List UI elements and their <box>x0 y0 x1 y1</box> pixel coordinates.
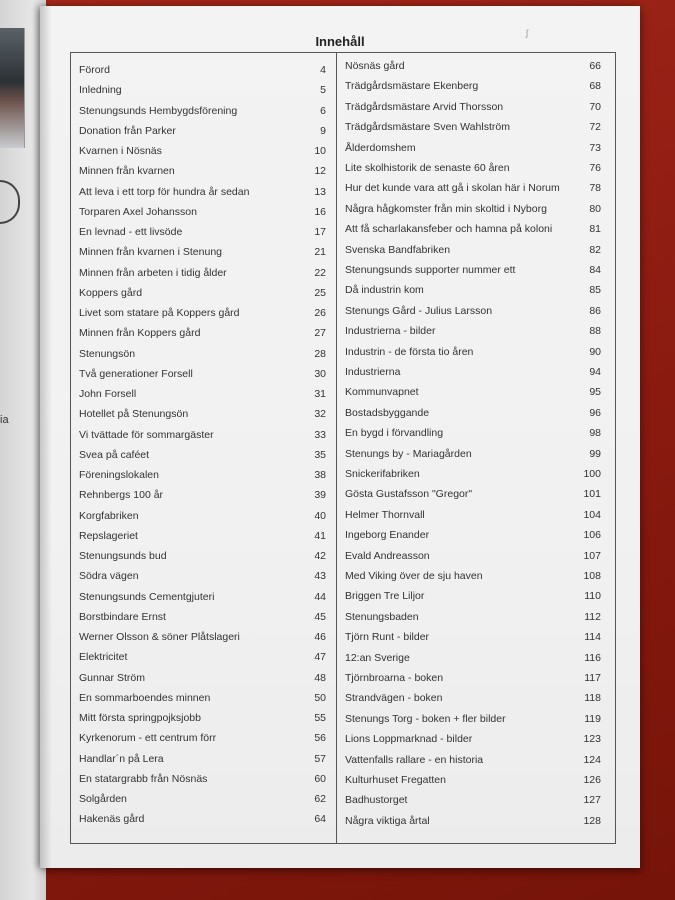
toc-entry-title: Tjörn Runt - bilder <box>345 631 430 644</box>
toc-entry-page: 48 <box>314 671 326 684</box>
toc-entry-page: 42 <box>314 550 326 562</box>
toc-entry <box>71 365 336 383</box>
toc-entry-title: Ålderdomshem <box>345 141 416 154</box>
toc-entry <box>337 689 615 707</box>
toc-entry-title: Helmer Thornvall <box>345 508 425 521</box>
toc-entry-page: 78 <box>589 182 601 195</box>
toc-entry-title: Då industrin kom <box>345 284 424 297</box>
toc-entry-title: Livet som statare på Koppers gård <box>79 307 240 319</box>
toc-entry-title: Donation från Parker <box>79 124 176 137</box>
toc-entry-title: Torparen Axel Johansson <box>79 205 197 218</box>
toc-entry <box>337 118 615 136</box>
toc-entry-page: 4 <box>320 64 326 76</box>
toc-entry-title: Minnen från kvarnen i Stenung <box>79 246 223 259</box>
toc-entry-page: 45 <box>314 610 326 623</box>
toc-entry-page: 57 <box>314 752 326 765</box>
toc-entry-title: En levnad - ett livsöde <box>79 226 183 238</box>
toc-entry-title: Stenungsön <box>79 347 136 360</box>
toc-entry <box>337 241 615 259</box>
toc-entry-page: 117 <box>584 672 601 684</box>
toc-entry-page: 30 <box>314 367 326 380</box>
toc-entry-title: Gunnar Ström <box>79 671 145 684</box>
toc-entry-title: Badhustorget <box>345 794 408 807</box>
toc-entry <box>337 587 615 605</box>
toc-entry <box>337 261 615 279</box>
toc-entry <box>337 383 615 401</box>
toc-entry <box>71 61 336 79</box>
toc-entry <box>71 567 336 585</box>
toc-entry <box>71 669 336 687</box>
toc-entry-page: 107 <box>583 549 601 562</box>
toc-entry-title: Stenungsbaden <box>345 610 419 623</box>
toc-entry-page: 17 <box>314 226 326 238</box>
toc-entry <box>71 608 336 626</box>
toc-entry-title: Solgården <box>79 793 127 805</box>
toc-entry-title: Några viktiga årtal <box>345 814 430 827</box>
toc-entry-page: 31 <box>314 388 326 400</box>
toc-entry-title: Trädgårdsmästare Ekenberg <box>345 80 479 93</box>
toc-entry <box>337 547 615 565</box>
booklet-page <box>40 6 640 868</box>
toc-entry-title: Hotellet på Stenungsön <box>79 408 189 421</box>
toc-entry <box>71 81 336 99</box>
toc-entry <box>71 304 336 322</box>
toc-entry <box>71 648 336 666</box>
toc-entry <box>337 179 615 197</box>
toc-entry-page: 21 <box>314 246 326 259</box>
toc-entry <box>337 220 615 238</box>
toc-entry <box>337 628 615 646</box>
toc-entry <box>337 669 615 687</box>
toc-entry <box>337 77 615 95</box>
toc-entry <box>71 547 336 565</box>
toc-entry <box>71 446 336 464</box>
toc-entry-page: 94 <box>589 366 601 378</box>
toc-entry <box>337 751 615 769</box>
toc-entry <box>71 142 336 160</box>
toc-entry-page: 64 <box>314 813 326 826</box>
toc-entry <box>337 791 615 809</box>
pencil-mark: ʃ <box>526 28 528 38</box>
toc-entry <box>337 812 615 830</box>
toc-entry-title: Svenska Bandfabriken <box>345 243 451 256</box>
toc-entry-page: 47 <box>314 651 326 664</box>
toc-entry-page: 128 <box>583 814 601 827</box>
toc-entry <box>71 527 336 545</box>
toc-entry <box>71 405 336 423</box>
toc-entry-title: Kulturhuset Fregatten <box>345 774 446 786</box>
toc-entry-page: 68 <box>589 80 601 93</box>
toc-entry-page: 50 <box>314 691 326 704</box>
toc-entry-title: Borstbindare Ernst <box>79 610 166 623</box>
toc-entry-title: Nösnäs gård <box>345 60 405 72</box>
toc-entry-page: 126 <box>583 774 601 786</box>
toc-entry-page: 124 <box>583 753 601 766</box>
toc-entry <box>71 709 336 727</box>
toc-entry-title: Repslageriet <box>79 529 138 542</box>
toc-entry-title: Stenungs Torg - boken + fler bilder <box>345 712 506 725</box>
toc-entry-title: Att få scharlakansfeber och hamna på koloni <box>345 223 553 236</box>
toc-entry <box>337 322 615 340</box>
toc-entry-page: 44 <box>314 590 326 603</box>
toc-entry-page: 62 <box>314 793 326 805</box>
spine-shadow <box>40 6 52 868</box>
toc-entry-title: Stenungs Gård - Julius Larsson <box>345 304 493 317</box>
toc-entry-page: 16 <box>314 205 326 218</box>
toc-entry-title: Stenungs by - Mariagården <box>345 447 472 460</box>
toc-entry-page: 123 <box>583 733 601 746</box>
toc-entry-page: 100 <box>583 468 601 480</box>
toc-entry-page: 60 <box>314 772 326 785</box>
toc-entry <box>71 588 336 606</box>
toc-entry <box>71 162 336 180</box>
toc-entry-title: Södra vägen <box>79 570 139 583</box>
toc-entry-title: Minnen från arbeten i tidig ålder <box>79 266 227 279</box>
toc-entry-page: 85 <box>589 284 601 297</box>
toc-entry <box>71 790 336 808</box>
toc-entry-page: 81 <box>589 223 601 236</box>
toc-entry <box>71 750 336 768</box>
toc-entry-title: Snickerifabriken <box>345 468 420 480</box>
toc-entry-page: 9 <box>320 124 326 137</box>
toc-entry-page: 118 <box>584 692 601 705</box>
toc-entry-page: 66 <box>589 60 601 72</box>
toc-entry-title: Stenungsunds Cementgjuteri <box>79 590 215 603</box>
toc-entry <box>337 506 615 524</box>
toc-entry-title: Industrin - de första tio åren <box>345 345 474 358</box>
toc-entry-title: Mitt första springpojksjobb <box>79 712 201 724</box>
toc-entry-title: Koppers gård <box>79 286 143 299</box>
toc-entry-page: 88 <box>589 325 601 338</box>
toc-entry-title: 12:an Sverige <box>345 651 410 664</box>
toc-entry <box>337 771 615 789</box>
toc-entry-title: Industrierna <box>345 366 401 378</box>
toc-entry <box>337 445 615 463</box>
toc-entry-title: Stenungsunds bud <box>79 550 167 562</box>
toc-entry-title: Ingeborg Enander <box>345 529 430 542</box>
toc-entry <box>71 507 336 525</box>
toc-entry-page: 108 <box>583 570 601 582</box>
toc-entry-page: 106 <box>583 529 601 542</box>
toc-entry-title: Två generationer Forsell <box>79 367 193 380</box>
toc-entry <box>71 243 336 261</box>
toc-entry <box>337 730 615 748</box>
underlying-photo <box>0 28 25 148</box>
toc-entry-page: 95 <box>589 386 601 399</box>
toc-entry-page: 110 <box>584 590 601 603</box>
toc-entry-page: 96 <box>589 406 601 419</box>
toc-entry-page: 114 <box>584 631 601 644</box>
toc-entry-title: Hur det kunde vara att gå i skolan här i Norum <box>345 182 560 195</box>
toc-entry-page: 99 <box>589 447 601 460</box>
toc-entry <box>71 223 336 241</box>
toc-entry <box>71 689 336 707</box>
toc-entry-page: 112 <box>584 610 601 623</box>
toc-entry-page: 116 <box>584 651 601 664</box>
toc-entry-page: 56 <box>314 732 326 745</box>
toc-entry-page: 22 <box>314 266 326 279</box>
toc-entry-page: 41 <box>314 529 326 542</box>
toc-entry-title: En sommarboendes minnen <box>79 691 211 704</box>
toc-entry <box>71 102 336 120</box>
toc-entry-title: Gösta Gustafsson "Gregor" <box>345 488 473 501</box>
page-title: Innehåll <box>315 34 365 49</box>
toc-entry-title: Trädgårdsmästare Arvid Thorsson <box>345 100 504 113</box>
toc-entry <box>337 608 615 626</box>
toc-entry <box>71 203 336 221</box>
toc-entry-title: Briggen Tre Liljor <box>345 590 425 603</box>
toc-entry-title: Svea på caféet <box>79 448 150 461</box>
toc-entry-page: 72 <box>589 121 601 134</box>
toc-entry-title: Lions Loppmarknad - bilder <box>345 733 473 746</box>
toc-entry-page: 33 <box>314 428 326 441</box>
toc-entry-title: En statargrabb från Nösnäs <box>79 772 208 785</box>
toc-entry-page: 10 <box>314 145 326 157</box>
toc-entry-title: Minnen från kvarnen <box>79 165 175 178</box>
toc-entry-page: 43 <box>314 570 326 583</box>
toc-entry-page: 84 <box>589 264 601 276</box>
toc-entry-page: 119 <box>584 712 601 725</box>
toc-entry-title: Bostadsbyggande <box>345 406 430 419</box>
toc-entry-title: Vi tvättade för sommargäster <box>79 428 214 441</box>
toc-entry <box>71 810 336 828</box>
toc-entry <box>337 139 615 157</box>
toc-entry-title: Trädgårdsmästare Sven Wahlström <box>345 121 510 134</box>
toc-entry <box>71 324 336 342</box>
toc-entry-title: Föreningslokalen <box>79 469 159 481</box>
toc-entry-title: Korgfabriken <box>79 509 139 522</box>
toc-entry-page: 73 <box>589 141 601 154</box>
toc-entry-page: 40 <box>314 509 326 522</box>
toc-entry-title: Werner Olsson & söner Plåtslageri <box>79 631 240 643</box>
toc-entry-title: John Forsell <box>79 388 137 400</box>
toc-entry-page: 35 <box>314 448 326 461</box>
toc-entry <box>71 345 336 363</box>
toc-entry-page: 32 <box>314 408 326 421</box>
toc-entry-title: Rehnbergs 100 år <box>79 489 164 502</box>
toc-entry <box>337 57 615 75</box>
toc-entry <box>71 284 336 302</box>
toc-entry-title: Några hågkomster från min skoltid i Nyborg <box>345 202 547 215</box>
toc-entry-page: 104 <box>583 508 601 521</box>
toc-entry-title: Kyrkenorum - ett centrum förr <box>79 732 217 745</box>
toc-entry <box>71 466 336 484</box>
toc-entry <box>337 159 615 177</box>
underlying-graphic <box>0 180 20 224</box>
toc-entry <box>71 628 336 646</box>
toc-entry <box>71 729 336 747</box>
toc-entry-title: Stenungsunds Hembygdsförening <box>79 104 238 117</box>
toc-entry <box>337 343 615 361</box>
toc-entry-title: Industrierna - bilder <box>345 325 436 338</box>
toc-entry <box>337 465 615 483</box>
toc-entry-page: 12 <box>314 165 326 178</box>
toc-entry-page: 76 <box>589 162 601 174</box>
toc-entry-title: Handlar´n på Lera <box>79 752 164 765</box>
toc-entry <box>337 567 615 585</box>
toc-entry <box>337 98 615 116</box>
toc-entry-page: 46 <box>314 631 326 643</box>
toc-entry <box>71 122 336 140</box>
toc-entry-page: 5 <box>320 84 326 97</box>
toc-entry <box>337 710 615 728</box>
toc-entry <box>71 486 336 504</box>
toc-entry-page: 86 <box>589 304 601 317</box>
toc-entry-page: 98 <box>589 427 601 440</box>
toc-entry-page: 70 <box>589 100 601 113</box>
underlying-text-fragment: ia <box>0 414 9 426</box>
toc-entry <box>71 770 336 788</box>
toc-entry-page: 25 <box>314 286 326 299</box>
toc-entry-page: 28 <box>314 347 326 360</box>
toc-entry <box>71 426 336 444</box>
toc-entry-title: Lite skolhistorik de senaste 60 åren <box>345 162 510 174</box>
toc-entry <box>337 363 615 381</box>
toc-entry <box>71 264 336 282</box>
toc-entry-page: 80 <box>589 202 601 215</box>
toc-entry-page: 82 <box>589 243 601 256</box>
toc-entry <box>71 183 336 201</box>
toc-entry <box>337 649 615 667</box>
toc-entry <box>337 526 615 544</box>
toc-entry-title: Tjörnbroarna - boken <box>345 672 444 684</box>
toc-entry-title: Elektricitet <box>79 651 128 664</box>
toc-entry-page: 27 <box>314 327 326 340</box>
toc-entry-page: 13 <box>314 185 326 198</box>
toc-entry <box>337 281 615 299</box>
table-of-contents <box>70 52 616 844</box>
toc-entry-title: Med Viking över de sju haven <box>345 570 483 582</box>
toc-entry-title: Stenungsunds supporter nummer ett <box>345 264 516 276</box>
toc-entry-title: Att leva i ett torp för hundra år sedan <box>79 185 250 198</box>
toc-entry-page: 38 <box>314 469 326 481</box>
toc-entry-page: 39 <box>314 489 326 502</box>
toc-entry-title: Inledning <box>79 84 122 97</box>
toc-entry <box>337 485 615 503</box>
toc-entry <box>337 302 615 320</box>
toc-entry-page: 90 <box>589 345 601 358</box>
toc-entry-title: En bygd i förvandling <box>345 427 444 440</box>
toc-entry-title: Vattenfalls rallare - en historia <box>345 753 484 766</box>
toc-entry <box>337 404 615 422</box>
toc-entry-page: 26 <box>314 307 326 319</box>
toc-entry-page: 127 <box>583 794 601 807</box>
toc-entry <box>337 424 615 442</box>
toc-entry-title: Hakenäs gård <box>79 813 145 826</box>
toc-entry-page: 55 <box>314 712 326 724</box>
toc-entry-page: 101 <box>583 488 601 501</box>
toc-entry <box>71 385 336 403</box>
toc-entry-title: Minnen från Koppers gård <box>79 327 201 340</box>
toc-entry-title: Kommunvapnet <box>345 386 419 399</box>
toc-entry <box>337 200 615 218</box>
toc-entry-title: Kvarnen i Nösnäs <box>79 145 162 157</box>
toc-entry-page: 6 <box>320 104 326 117</box>
toc-entry-title: Förord <box>79 64 110 76</box>
toc-entry-title: Evald Andreasson <box>345 549 430 562</box>
toc-entry-title: Strandvägen - boken <box>345 692 443 705</box>
